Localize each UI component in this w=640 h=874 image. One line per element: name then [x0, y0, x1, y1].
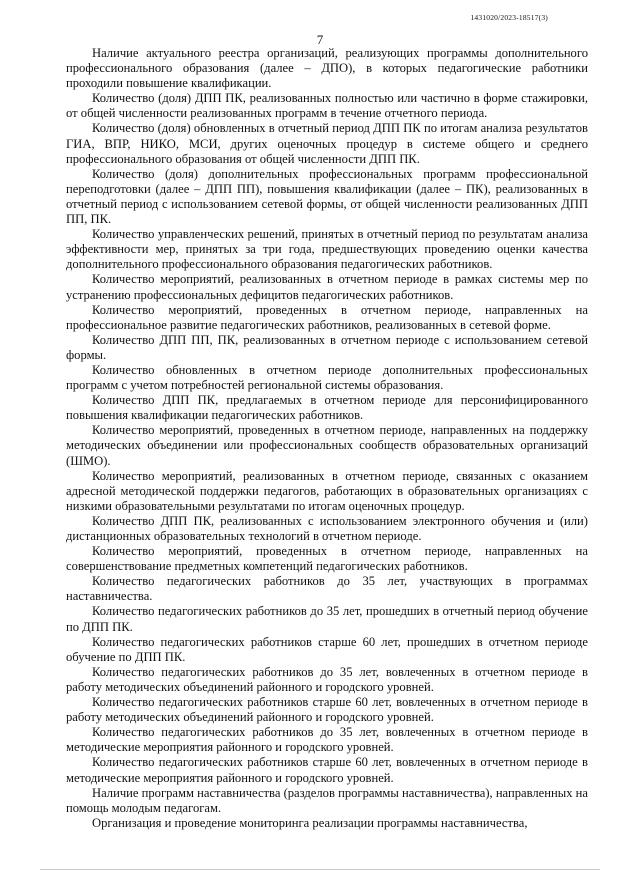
- paragraph: Организация и проведение мониторинга реализации программы наставничества,: [92, 815, 528, 830]
- paragraph: Наличие актуального реестра организаций, реализующих программы дополнительного профессионального образования (далее – ДПО), в которых педагогические работники проходили повышение квалификации.: [66, 46, 588, 91]
- paragraph: Количество мероприятий, проведенных в отчетном периоде, направленных на профессиональное развитие педагогических работников, реализованных в сетевой форме.: [66, 302, 588, 332]
- paragraph: Количество (доля) обновленных в отчетный период ДПП ПК по итогам анализа результатов ГИА, ВПР, НИКО, МСИ, других оценочных процедур в системе общего и среднего профессионального образования от общей численности ДПП ПК.: [66, 121, 588, 166]
- page-number: 7: [316, 32, 324, 47]
- paragraph: Количество мероприятий, проведенных в отчетном периоде, направленных на совершенствование предметных компетенций педагогических работников.: [66, 544, 588, 574]
- paragraph: Количество обновленных в отчетном периоде дополнительных профессиональных программ с учетом потребностей региональной системы образования.: [66, 362, 588, 393]
- paragraph: Количество мероприятий, реализованных в отчетном периоде в рамках системы мер по устранению профессиональных дефицитов педагогических работников.: [66, 272, 588, 302]
- paragraph: Количество педагогических работников старше 60 лет, вовлеченных в отчетном периоде в методические мероприятия районного и городского уровней.: [66, 755, 588, 785]
- paragraph: Количество педагогических работников до 35 лет, прошедших в отчетный период обучение по ДПП ПК.: [66, 604, 588, 634]
- paragraph: Количество педагогических работников до 35 лет, вовлеченных в отчетном периоде в работу методических объединений районного и городского уровней.: [66, 664, 588, 694]
- paragraph: Количество педагогических работников старше 60 лет, вовлеченных в отчетном периоде в работу методических объединений районного и городского уровней.: [66, 695, 588, 725]
- paragraph: Количество управленческих решений, принятых в отчетный период по результатам анализа эффективности мер, принятых за три года, предшествующих проведению оценки качества дополнительного профессионального образования педагогических работников.: [66, 227, 588, 272]
- paragraph: Количество ДПП ПК, предлагаемых в отчетном периоде для персонифицированного повышения квалификации педагогических работников.: [66, 393, 588, 423]
- paragraph: Количество педагогических работников до 35 лет, участвующих в программах наставничества.: [66, 574, 588, 604]
- paragraph: Количество ДПП ПК, реализованных с использованием электронного обучения и (или) дистанционных образовательных технологий в отчетном периоде.: [66, 513, 588, 543]
- paragraph: Количество педагогических работников старше 60 лет, прошедших в отчетном периоде обучение по ДПП ПК.: [66, 634, 588, 664]
- paragraph: Количество мероприятий, реализованных в отчетном периоде, связанных с оказанием адресной методической поддержки педагогов, работающих в образовательных организациях с низкими образовательными результатами по итогам оценочных процедур.: [66, 468, 588, 513]
- document-body: [66, 46, 588, 831]
- paragraph: Количество педагогических работников до 35 лет, вовлеченных в отчетном периоде в методические мероприятия районного и городского уровней.: [66, 725, 588, 755]
- paragraph: Количество ДПП ПП, ПК, реализованных в отчетном периоде с использованием сетевой формы.: [66, 332, 588, 362]
- paragraph: Количество (доля) дополнительных профессиональных программ профессиональной переподготовки (далее – ДПП ПП), повышения квалификации (далее – ПК), реализованных в отчетный период с использованием сетевой формы, от общей численности реализованных ДПП ПП, ПК.: [66, 166, 588, 227]
- paragraph: Наличие программ наставничества (разделов программы наставничества), направленных на помощь молодым педагогам.: [66, 785, 588, 815]
- paragraph: Количество мероприятий, проведенных в отчетном периоде, направленных на поддержку методических объединении или профессиональных сообществ образовательных организаций (ШМО).: [66, 423, 588, 468]
- document-number: 1431020/2023-18517(3): [470, 13, 548, 22]
- page-bottom-divider: [40, 869, 600, 870]
- paragraph: Количество (доля) ДПП ПК, реализованных полностью или частично в форме стажировки, от общей численности реализованных программ в течение отчетного периода.: [66, 91, 588, 121]
